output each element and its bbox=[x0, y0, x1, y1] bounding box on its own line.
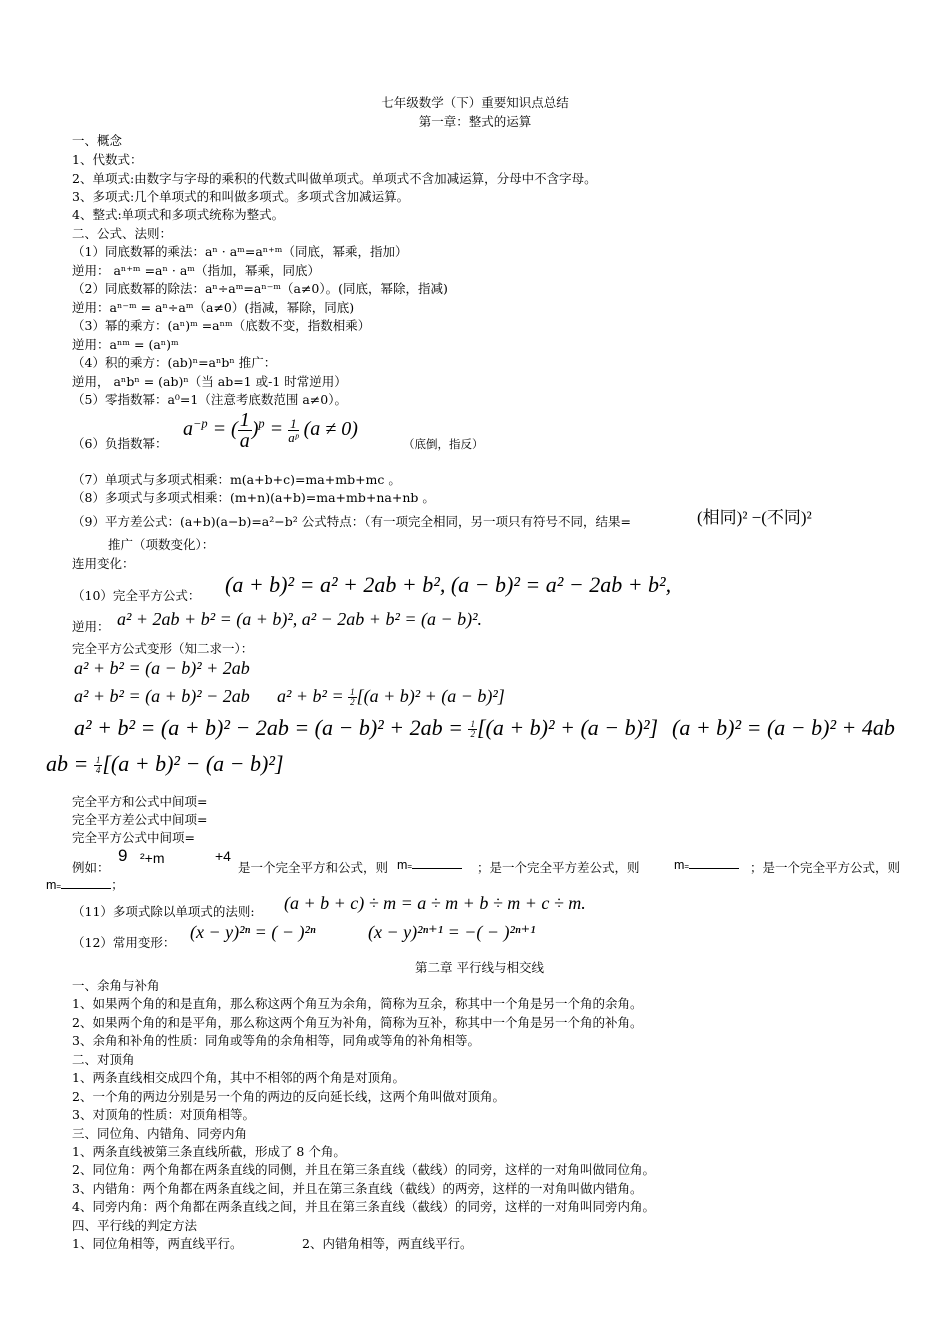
section-vertical-angles: 二、对顶角 bbox=[72, 1052, 135, 1067]
angle-types-2: 2、同位角：两个角都在两条直线的同侧，并且在第三条直线（截线）的同旁，这样的一对角叫做同位角。 bbox=[72, 1162, 655, 1177]
perfect-square-formula: (a + b)² = a² + 2ab + b², (a − b)² = a² − 2ab + b², bbox=[225, 572, 672, 597]
concept-1: 1、代数式： bbox=[72, 152, 143, 167]
section-concepts: 一、概念 bbox=[72, 133, 123, 148]
rule-4-inverse: 逆用， aⁿbⁿ = (ab)ⁿ（当 ab=1 或-1 时常逆用） bbox=[72, 374, 347, 389]
document-title: 七年级数学（下）重要知识点总结 bbox=[381, 95, 569, 110]
example-m-3: m= ； bbox=[46, 878, 124, 892]
section-complementary: 一、余角与补角 bbox=[72, 978, 160, 993]
chapter2-title: 第二章 平行线与相交线 bbox=[415, 960, 544, 975]
rule-4: （4）积的乘方：(ab)ⁿ=aⁿbⁿ 推广： bbox=[72, 355, 277, 370]
variant-2: a² + b² = (a + b)² − 2ab bbox=[74, 686, 250, 706]
rule-2-inverse: 逆用：aⁿ⁻ᵐ = aⁿ÷aᵐ（a≠0）(指减，幂除，同底) bbox=[72, 300, 355, 315]
rule-10-label: （10）完全平方公式： bbox=[72, 588, 201, 603]
example-text-3: ；是一个完全平方公式，则 bbox=[750, 860, 901, 875]
concept-2: 2、单项式:由数字与字母的乘积的代数式叫做单项式。单项式不含加减运算，分母中不含字母。 bbox=[72, 171, 597, 186]
complementary-2: 2、如果两个角的和是平角，那么称这两个角互为补角，简称为互补，称其中一个角是另一个角的补角。 bbox=[72, 1015, 643, 1030]
rule-6-note: （底倒，指反） bbox=[403, 437, 484, 451]
rule-9-chain: 连用变化： bbox=[72, 556, 135, 571]
vertical-3: 3、对顶角的性质：对顶角相等。 bbox=[72, 1107, 255, 1122]
rule-2: （2）同底数幂的除法：aⁿ÷aᵐ=aⁿ⁻ᵐ（a≠0）。(同底，幂除，指减) bbox=[72, 281, 448, 296]
common-transform-2: (x − y)²ⁿ⁺¹ = −( − )²ⁿ⁺¹ bbox=[368, 922, 536, 942]
middle-term-diff: 完全平方差公式中间项= bbox=[72, 812, 208, 827]
concept-3: 3、多项式:几个单项式的和叫做多项式。多项式含加减运算。 bbox=[72, 189, 410, 204]
vertical-1: 1、两条直线相交成四个角，其中不相邻的两个角是对顶角。 bbox=[72, 1070, 405, 1085]
variant-3: a² + b² = $\frac{1}{2}$ [(a + b)² + (a − b)²] bbox=[277, 686, 505, 708]
rule-8: （8）多项式与多项式相乘：(m+n)(a+b)=ma+mb+na+nb 。 bbox=[72, 490, 435, 505]
rule-1: （1）同底数幂的乘法：aⁿ · aᵐ=aⁿ⁺ᵐ（同底，幂乘，指加） bbox=[72, 244, 408, 259]
rule-7: （7）单项式与多项式相乘：m(a+b+c)=ma+mb+mc 。 bbox=[72, 472, 401, 487]
parallel-criterion-2: 2、内错角相等，两直线平行。 bbox=[302, 1236, 473, 1251]
parallel-criterion-1: 1、同位角相等，两直线平行。 bbox=[72, 1236, 243, 1251]
rule-10-inverse-label: 逆用： bbox=[72, 619, 110, 634]
example-m-2: m= bbox=[674, 858, 739, 873]
angle-types-1: 1、两条直线被第三条直线所截，形成了 8 个角。 bbox=[72, 1144, 346, 1159]
rule-3-inverse: 逆用：aⁿᵐ = (aⁿ)ᵐ bbox=[72, 337, 179, 352]
rule-9-result: (相同)² −(不同)² bbox=[697, 508, 812, 527]
rule-9-extension: 推广（项数变化）： bbox=[108, 537, 215, 552]
rule-5: （5）零指数幂：a⁰=1（注意考底数范围 a≠0）。 bbox=[72, 392, 347, 407]
variant-5: (a + b)² = (a − b)² + 4ab bbox=[672, 715, 895, 740]
complementary-3: 3、余角和补角的性质：同角或等角的余角相等，同角或等角的补角相等。 bbox=[72, 1033, 480, 1048]
section-parallel-criteria: 四、平行线的判定方法 bbox=[72, 1218, 198, 1233]
angle-types-4: 4、同旁内角：两个角都在两条直线之间，并且在第三条直线（截线）的同旁，这样的一对角叫同旁内角。 bbox=[72, 1199, 655, 1214]
rule-12-label: （12）常用变形： bbox=[72, 935, 176, 950]
middle-term-sum: 完全平方和公式中间项= bbox=[72, 794, 208, 809]
concept-4: 4、整式:单项式和多项式统称为整式。 bbox=[72, 207, 285, 222]
variant-4: a² + b² = (a + b)² − 2ab = (a − b)² + 2ab = $\frac{1}{2}$ [(a + b)² + (a − b)²] bbox=[74, 715, 659, 740]
rule-9: （9）平方差公式：(a+b)(a−b)=a²−b² 公式特点：（有一项完全相同，另一项只有符号不同，结果= bbox=[72, 514, 631, 529]
rule-11-label: （11）多项式除以单项式的法则: bbox=[72, 904, 255, 919]
rule-1-inverse: 逆用： aⁿ⁺ᵐ =aⁿ · aᵐ（指加，幂乘，同底） bbox=[72, 263, 320, 278]
chapter1-title: 第一章：整式的运算 bbox=[418, 114, 532, 129]
angle-types-3: 3、内错角：两个角都在两条直线之间，并且在第三条直线（截线）的两旁，这样的一对角叫做内错角。 bbox=[72, 1181, 643, 1196]
variant-6: ab = $\frac{1}{4}$ [(a + b)² − (a − b)²] bbox=[46, 751, 284, 776]
rule-3: （3）幂的乘方：(aⁿ)ᵐ =aⁿᵐ（底数不变，指数相乘） bbox=[72, 318, 371, 333]
variant-1: a² + b² = (a − b)² + 2ab bbox=[74, 658, 250, 678]
section-formulas: 二、公式、法则： bbox=[72, 226, 173, 241]
negative-exponent-formula: $a^{-p}$ = ( $\frac{1}{a}$ )$^p$ = $\frac{1}{\text{aᵖ}}$ (a ≠ 0) bbox=[183, 409, 358, 452]
example-text-1: 是一个完全平方和公式，则 bbox=[238, 860, 389, 875]
example-4: +4 bbox=[215, 848, 231, 864]
example-label: 例如： bbox=[72, 860, 110, 875]
vertical-2: 2、一个角的两边分别是另一个角的两边的反向延长线，这两个角叫做对顶角。 bbox=[72, 1089, 505, 1104]
perfect-square-inverse-formula: a² + 2ab + b² = (a + b)², a² − 2ab + b² = (a − b)². bbox=[117, 609, 483, 629]
middle-term: 完全平方公式中间项= bbox=[72, 830, 195, 845]
example-9: 9 bbox=[118, 846, 128, 865]
complementary-1: 1、如果两个角的和是直角，那么称这两个角互为余角，简称为互余，称其中一个角是另一个角的余角。 bbox=[72, 996, 643, 1011]
polynomial-division-formula: (a + b + c) ÷ m = a ÷ m + b ÷ m + c ÷ m. bbox=[284, 893, 586, 913]
perfect-square-variants-heading: 完全平方公式变形（知二求一）： bbox=[72, 641, 254, 656]
example-m-1: m= bbox=[397, 858, 462, 873]
example-m-term: ²+m bbox=[140, 850, 165, 866]
common-transform-1: (x − y)²ⁿ = ( − )²ⁿ bbox=[190, 922, 316, 942]
example-text-2: ；是一个完全平方差公式，则 bbox=[477, 860, 640, 875]
rule-6-label: （6）负指数幂： bbox=[72, 436, 168, 451]
section-angle-types: 三、同位角、内错角、同旁内角 bbox=[72, 1126, 248, 1141]
